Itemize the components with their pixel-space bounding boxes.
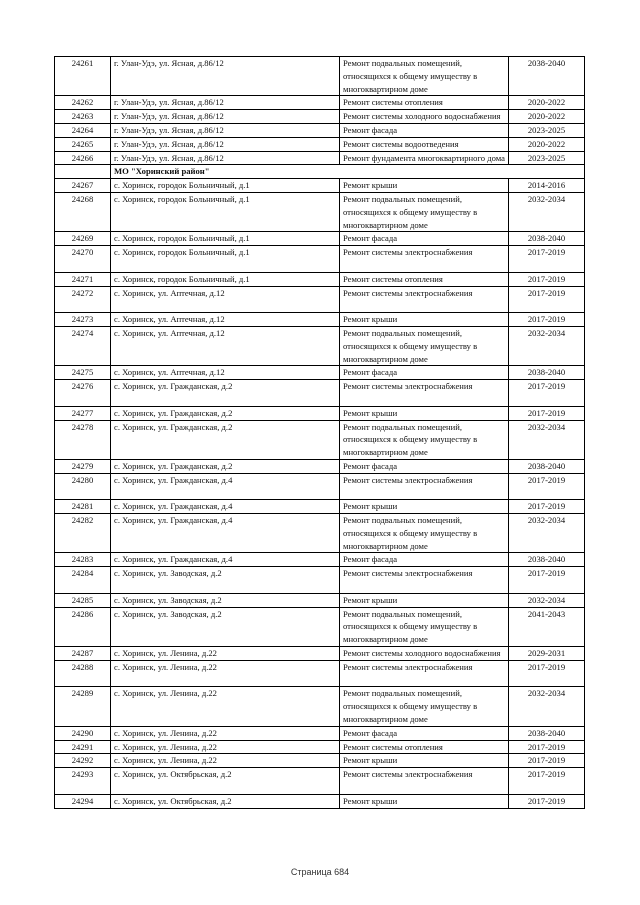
cell-number: 24263 [55,110,111,124]
cell-work-type: Ремонт фасада [340,366,509,380]
cell-work-type: Ремонт системы отопления [340,740,509,754]
table-row [55,151,585,165]
cell-period: 2020-2022 [509,137,585,151]
cell-work-type: Ремонт системы холодного водоснабжения [340,110,509,124]
cell-work-type: Ремонт подвальных помещений, относящихся к общему имуществу в многоквартирном доме [340,57,509,96]
cell-number: 24289 [55,687,111,726]
cell-number: 24275 [55,366,111,380]
cell-number: 24294 [55,794,111,808]
table-row [55,406,585,420]
table-row [55,313,585,327]
cell-address: с. Хоринск, ул. Гражданская, д.2 [111,459,340,473]
cell-address: с. Хоринск, ул. Ленина, д.22 [111,660,340,687]
cell-work-type: Ремонт подвальных помещений, относящихся к общему имуществу в многоквартирном доме [340,687,509,726]
cell-address: с. Хоринск, ул. Гражданская, д.2 [111,420,340,459]
table-row [55,726,585,740]
table-row [55,553,585,567]
cell-work-type: Ремонт системы электроснабжения [340,660,509,687]
table-row [55,768,585,795]
cell-address: с. Хоринск, ул. Ленина, д.22 [111,687,340,726]
cell-work-type: Ремонт крыши [340,406,509,420]
cell-work-type: Ремонт системы электроснабжения [340,473,509,500]
table-row [55,647,585,661]
cell-number: 24283 [55,553,111,567]
cell-address: с. Хоринск, ул. Гражданская, д.4 [111,553,340,567]
cell-work-type: Ремонт фасада [340,123,509,137]
table-row [55,326,585,365]
cell-period: 2020-2022 [509,96,585,110]
cell-number: 24282 [55,514,111,553]
cell-address: с. Хоринск, ул. Ленина, д.22 [111,647,340,661]
cell-number [55,165,111,179]
cell-number: 24290 [55,726,111,740]
cell-address: г. Улан-Удэ, ул. Ясная, д.86/12 [111,151,340,165]
cell-period: 2038-2040 [509,366,585,380]
table-row [55,660,585,687]
cell-number: 24261 [55,57,111,96]
cell-number: 24273 [55,313,111,327]
cell-period: 2032-2034 [509,326,585,365]
cell-address: с. Хоринск, ул. Гражданская, д.4 [111,514,340,553]
cell-work-type: Ремонт подвальных помещений, относящихся к общему имуществу в многоквартирном доме [340,607,509,646]
cell-period: 2023-2025 [509,151,585,165]
cell-period: 2017-2019 [509,660,585,687]
table-row [55,473,585,500]
table-row [55,123,585,137]
cell-number: 24292 [55,754,111,768]
table-row [55,567,585,594]
cell-period: 2032-2034 [509,593,585,607]
cell-work-type: Ремонт системы водоотведения [340,137,509,151]
table-row [55,514,585,553]
cell-address: с. Хоринск, ул. Аптечная, д.12 [111,326,340,365]
cell-address: с. Хоринск, ул. Гражданская, д.4 [111,500,340,514]
cell-period: 2017-2019 [509,246,585,273]
cell-address: с. Хоринск, ул. Октябрьская, д.2 [111,768,340,795]
cell-number: 24269 [55,232,111,246]
cell-period: 2017-2019 [509,380,585,407]
cell-period: 2017-2019 [509,567,585,594]
table-row [55,272,585,286]
cell-number: 24286 [55,607,111,646]
cell-period: 2038-2040 [509,232,585,246]
cell-address: с. Хоринск, городок Больничный, д.1 [111,232,340,246]
table-row [55,57,585,96]
cell-period: 2017-2019 [509,740,585,754]
cell-period: 2032-2034 [509,514,585,553]
cell-period: 2017-2019 [509,754,585,768]
cell-address: с. Хоринск, ул. Заводская, д.2 [111,593,340,607]
cell-address: с. Хоринск, ул. Аптечная, д.12 [111,366,340,380]
cell-address: г. Улан-Удэ, ул. Ясная, д.86/12 [111,123,340,137]
cell-number: 24268 [55,192,111,231]
table-row [55,179,585,193]
cell-number: 24266 [55,151,111,165]
cell-address: с. Хоринск, ул. Гражданская, д.2 [111,380,340,407]
cell-address: г. Улан-Удэ, ул. Ясная, д.86/12 [111,137,340,151]
cell-work-type: Ремонт подвальных помещений, относящихся к общему имуществу в многоквартирном доме [340,326,509,365]
cell-work-type: Ремонт системы электроснабжения [340,567,509,594]
cell-period: 2032-2034 [509,192,585,231]
cell-period: 2038-2040 [509,726,585,740]
cell-work-type: Ремонт крыши [340,313,509,327]
cell-period: 2020-2022 [509,110,585,124]
cell-number: 24277 [55,406,111,420]
cell-number: 24288 [55,660,111,687]
table-row [55,366,585,380]
cell-number: 24278 [55,420,111,459]
cell-address: с. Хоринск, городок Больничный, д.1 [111,192,340,231]
cell-period: 2023-2025 [509,123,585,137]
cell-address: с. Хоринск, ул. Заводская, д.2 [111,607,340,646]
cell-work-type: Ремонт системы электроснабжения [340,768,509,795]
cell-address: с. Хоринск, ул. Гражданская, д.2 [111,406,340,420]
cell-number: 24265 [55,137,111,151]
table-row [55,420,585,459]
cell-work-type: Ремонт подвальных помещений, относящихся к общему имуществу в многоквартирном доме [340,514,509,553]
cell-period: 2017-2019 [509,473,585,500]
page-footer [0,867,640,877]
cell-address: с. Хоринск, городок Больничный, д.1 [111,272,340,286]
cell-address: с. Хоринск, ул. Аптечная, д.12 [111,313,340,327]
table-row [55,740,585,754]
cell-address: с. Хоринск, городок Больничный, д.1 [111,246,340,273]
cell-work-type: Ремонт фасада [340,553,509,567]
table-row [55,286,585,313]
cell-work-type: Ремонт фасада [340,232,509,246]
table-row [55,754,585,768]
cell-number: 24279 [55,459,111,473]
cell-address: с. Хоринск, ул. Октябрьская, д.2 [111,794,340,808]
table-row [55,137,585,151]
cell-work-type: Ремонт фасада [340,459,509,473]
table-row [55,500,585,514]
cell-period: 2017-2019 [509,313,585,327]
page-number-label: Страница 684 [290,867,350,877]
cell-number: 24284 [55,567,111,594]
cell-work-type: Ремонт системы электроснабжения [340,246,509,273]
table-row [55,687,585,726]
table-row [55,192,585,231]
cell-number: 24276 [55,380,111,407]
cell-work-type: Ремонт фасада [340,726,509,740]
table-row [55,246,585,273]
table-row [55,380,585,407]
table-row [55,96,585,110]
cell-work-type: Ремонт подвальных помещений, относящихся к общему имуществу в многоквартирном доме [340,192,509,231]
cell-period: 2017-2019 [509,406,585,420]
cell-number: 24280 [55,473,111,500]
works-table-body [55,57,585,809]
cell-number: 24267 [55,179,111,193]
cell-address: г. Улан-Удэ, ул. Ясная, д.86/12 [111,110,340,124]
cell-address: с. Хоринск, ул. Ленина, д.22 [111,740,340,754]
cell-period: 2017-2019 [509,768,585,795]
cell-work-type: Ремонт системы электроснабжения [340,286,509,313]
cell-number: 24264 [55,123,111,137]
works-table [54,56,585,809]
cell-period: 2017-2019 [509,500,585,514]
table-row [55,110,585,124]
cell-number: 24262 [55,96,111,110]
cell-period: 2038-2040 [509,553,585,567]
cell-work-type: Ремонт подвальных помещений, относящихся к общему имуществу в многоквартирном доме [340,420,509,459]
cell-work-type: Ремонт системы отопления [340,272,509,286]
cell-number: 24285 [55,593,111,607]
cell-period: 2017-2019 [509,272,585,286]
cell-number: 24291 [55,740,111,754]
cell-work-type: Ремонт системы электроснабжения [340,380,509,407]
cell-period: 2032-2034 [509,420,585,459]
cell-address: с. Хоринск, ул. Ленина, д.22 [111,754,340,768]
cell-work-type: Ремонт фундамента многоквартирного дома [340,151,509,165]
cell-address: с. Хоринск, ул. Гражданская, д.4 [111,473,340,500]
section-header-row [55,165,585,179]
cell-period: 2017-2019 [509,286,585,313]
cell-number: 24270 [55,246,111,273]
table-row [55,607,585,646]
cell-number: 24274 [55,326,111,365]
cell-number: 24287 [55,647,111,661]
cell-address: г. Улан-Удэ, ул. Ясная, д.86/12 [111,96,340,110]
cell-number: 24281 [55,500,111,514]
table-row [55,232,585,246]
cell-work-type: Ремонт крыши [340,754,509,768]
cell-period: 2029-2031 [509,647,585,661]
cell-period: 2014-2016 [509,179,585,193]
cell-number: 24293 [55,768,111,795]
cell-work-type: Ремонт крыши [340,794,509,808]
cell-period: 2032-2034 [509,687,585,726]
cell-period: 2038-2040 [509,57,585,96]
cell-work-type: Ремонт системы отопления [340,96,509,110]
cell-number: 24272 [55,286,111,313]
table-row [55,459,585,473]
cell-address: с. Хоринск, городок Больничный, д.1 [111,179,340,193]
table-row [55,794,585,808]
cell-address: с. Хоринск, ул. Ленина, д.22 [111,726,340,740]
cell-period: 2041-2043 [509,607,585,646]
cell-work-type: Ремонт системы холодного водоснабжения [340,647,509,661]
cell-address: г. Улан-Удэ, ул. Ясная, д.86/12 [111,57,340,96]
cell-period: 2038-2040 [509,459,585,473]
cell-work-type: Ремонт крыши [340,593,509,607]
section-title: МО "Хоринский район" [111,165,585,179]
cell-address: с. Хоринск, ул. Аптечная, д.12 [111,286,340,313]
cell-period: 2017-2019 [509,794,585,808]
cell-address: с. Хоринск, ул. Заводская, д.2 [111,567,340,594]
cell-work-type: Ремонт крыши [340,500,509,514]
cell-number: 24271 [55,272,111,286]
cell-work-type: Ремонт крыши [340,179,509,193]
table-row [55,593,585,607]
